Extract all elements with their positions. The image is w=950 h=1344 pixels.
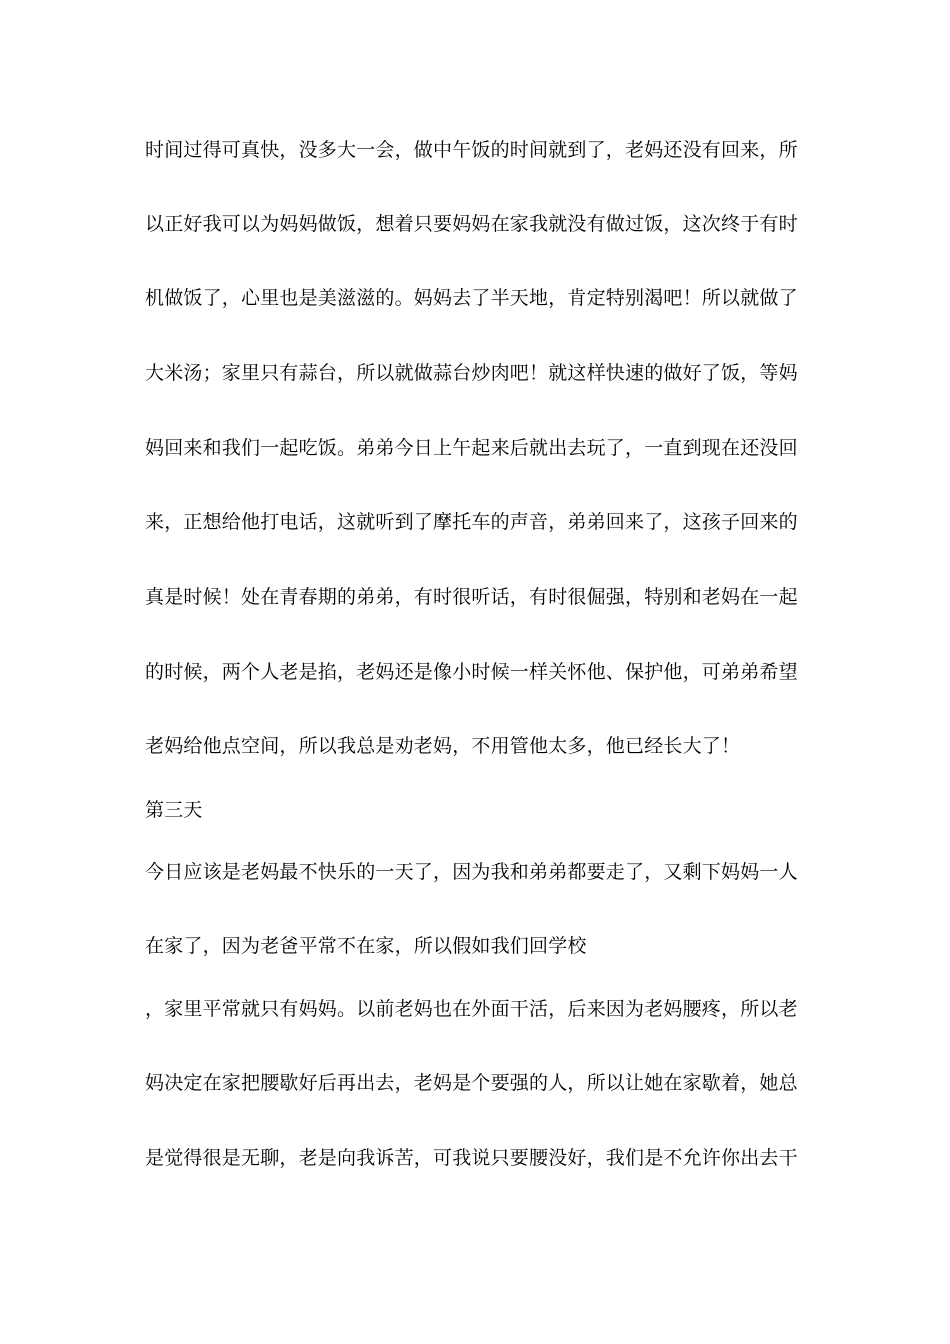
text-line: ，家里平常就只有妈妈。以前老妈也在外面干活，后来因为老妈腰疼，所以老 — [145, 998, 798, 1020]
text-line: 妈回来和我们一起吃饭。弟弟今日上午起来后就出去玩了，一直到现在还没回 — [145, 437, 798, 459]
section-heading: 第三天 — [145, 799, 203, 821]
text-line: 的时候，两个人老是掐，老妈还是像小时候一样关怀他、保护他，可弟弟希望 — [145, 661, 798, 683]
text-line: 真是时候！处在青春期的弟弟，有时很听话，有时很倔强，特别和老妈在一起 — [145, 586, 798, 608]
text-line: 今日应该是老妈最不快乐的一天了，因为我和弟弟都要走了，又剩下妈妈一人 — [145, 861, 798, 883]
text-line: 在家了，因为老爸平常不在家，所以假如我们回学校 — [145, 935, 587, 957]
text-line: 以正好我可以为妈妈做饭，想着只要妈妈在家我就没有做过饭，这次终于有时 — [145, 213, 798, 235]
text-line: 大米汤；家里只有蒜台，所以就做蒜台炒肉吧！就这样快速的做好了饭，等妈 — [145, 362, 798, 384]
text-line: 老妈给他点空间，所以我总是劝老妈，不用管他太多，他已经长大了！ — [145, 735, 741, 757]
text-line: 机做饭了，心里也是美滋滋的。妈妈去了半天地，肯定特别渴吧！所以就做了 — [145, 287, 798, 309]
text-line: 妈决定在家把腰歇好后再出去，老妈是个要强的人，所以让她在家歇着，她总 — [145, 1072, 798, 1094]
text-line: 时间过得可真快，没多大一会，做中午饭的时间就到了，老妈还没有回来，所 — [145, 139, 798, 161]
text-line: 来，正想给他打电话，这就听到了摩托车的声音，弟弟回来了，这孩子回来的 — [145, 511, 798, 533]
text-line: 是觉得很是无聊，老是向我诉苦，可我说只要腰没好，我们是不允许你出去干 — [145, 1147, 798, 1169]
